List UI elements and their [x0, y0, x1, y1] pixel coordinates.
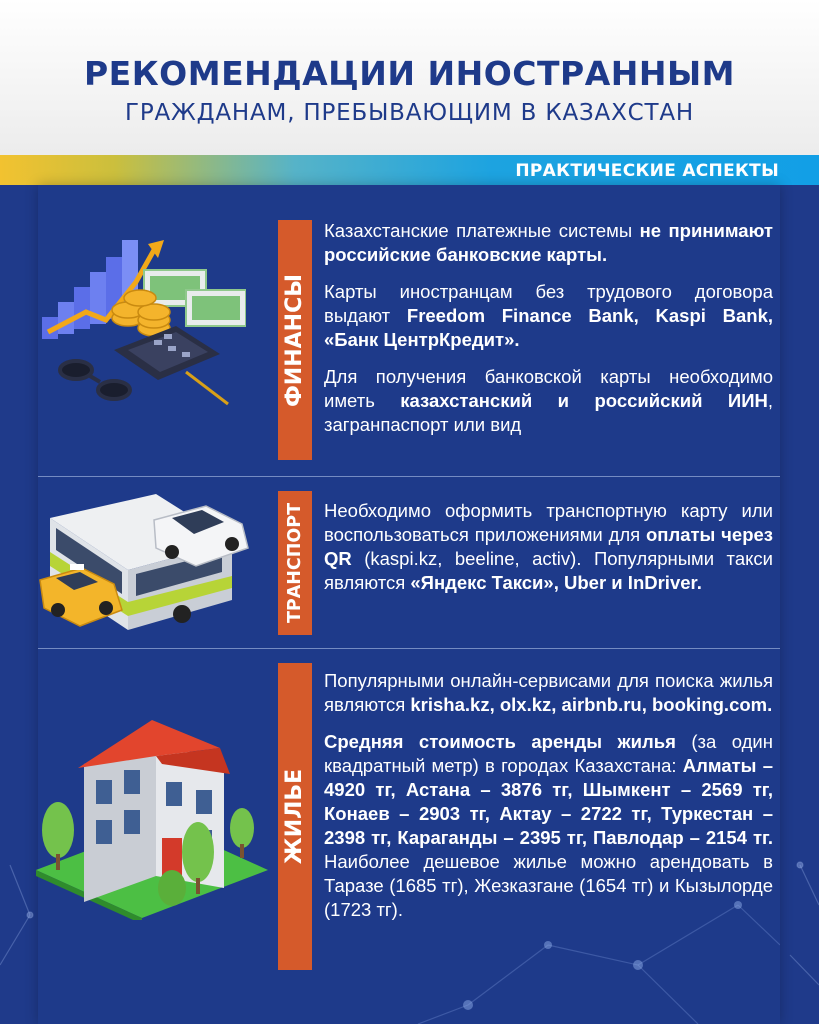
page-subtitle: ГРАЖДАНАМ, ПРЕБЫВАЮЩИМ В КАЗАХСТАН — [125, 100, 694, 126]
finance-text-span: Для получения банковской карты необходимо иметь — [324, 366, 773, 411]
housing-paragraph — [324, 730, 773, 922]
header — [0, 0, 819, 155]
transport-tag — [278, 491, 312, 635]
transport-text-span: (kaspi.kz, beeline, activ). Популярными такси являются — [324, 548, 773, 593]
transport-tag-label: ТРАНСПОРТ — [285, 502, 305, 624]
transport-text-bold: «Яндекс Такси», Uber и InDriver. — [410, 572, 702, 593]
transport-text — [324, 499, 773, 608]
finance-paragraph — [324, 365, 773, 437]
housing-text — [324, 669, 773, 935]
ribbon-label: ПРАКТИЧЕСКИЕ АСПЕКТЫ — [515, 161, 779, 181]
page-title: РЕКОМЕНДАЦИИ ИНОСТРАННЫМ — [83, 54, 736, 93]
finance-text — [324, 219, 773, 450]
transport-paragraph — [324, 499, 773, 595]
housing-paragraph — [324, 669, 773, 717]
housing-text-bold: Средняя стоимость аренды жилья — [324, 731, 676, 752]
housing-text-span: (за один квадратный метр) в городах Казахстана: — [324, 731, 773, 776]
finance-text-span: Карты иностранцам без трудового договора выдают — [324, 281, 773, 326]
section-divider — [38, 476, 780, 477]
housing-tag — [278, 663, 312, 970]
finance-text-span: Казахстанские платежные системы — [324, 220, 640, 241]
section-divider — [38, 648, 780, 649]
house-illustration — [32, 720, 272, 920]
housing-text-bold: krisha.kz, olx.kz, airbnb.ru, booking.com. — [410, 694, 773, 715]
housing-text-bold: Алматы – 4920 тг, Астана – 3876 тг, Шымкент – 2569 тг, Конаев – 2903 тг, Актау – 2722 тг, Туркестан – 2398 тг, Караганды – 2395 тг, Павлодар – 2154 тг. — [324, 755, 773, 848]
transport-text-bold: оплаты через QR — [324, 524, 773, 569]
finance-text-span: , загранпаспорт или вид — [324, 390, 773, 435]
housing-text-span: Популярными онлайн-сервисами для поиска жилья являются — [324, 670, 773, 715]
finance-text-bold: Freedom Finance Bank, Kaspi Bank, «Банк ЦентрКредит». — [324, 305, 773, 350]
transport-illustration — [36, 490, 268, 640]
transport-text-span: Необходимо оформить транспортную карту или воспользоваться приложениями для — [324, 500, 773, 545]
finance-tag-label: ФИНАНСЫ — [282, 273, 308, 407]
finance-paragraph — [324, 280, 773, 352]
section-ribbon — [0, 155, 819, 185]
housing-tag-label: ЖИЛЬЕ — [282, 768, 308, 865]
finance-text-bold: не принимают российские банковские карты. — [324, 220, 773, 265]
finance-illustration — [36, 222, 246, 412]
housing-text-span: Наиболее дешевое жилье можно арендовать в Таразе (1685 тг), Жезказгане (1654 тг) и Кызылорде (1723 тг). — [324, 851, 773, 920]
finance-tag — [278, 220, 312, 460]
finance-paragraph — [324, 219, 773, 267]
finance-text-bold: казахстанский и российский ИИН — [400, 390, 768, 411]
